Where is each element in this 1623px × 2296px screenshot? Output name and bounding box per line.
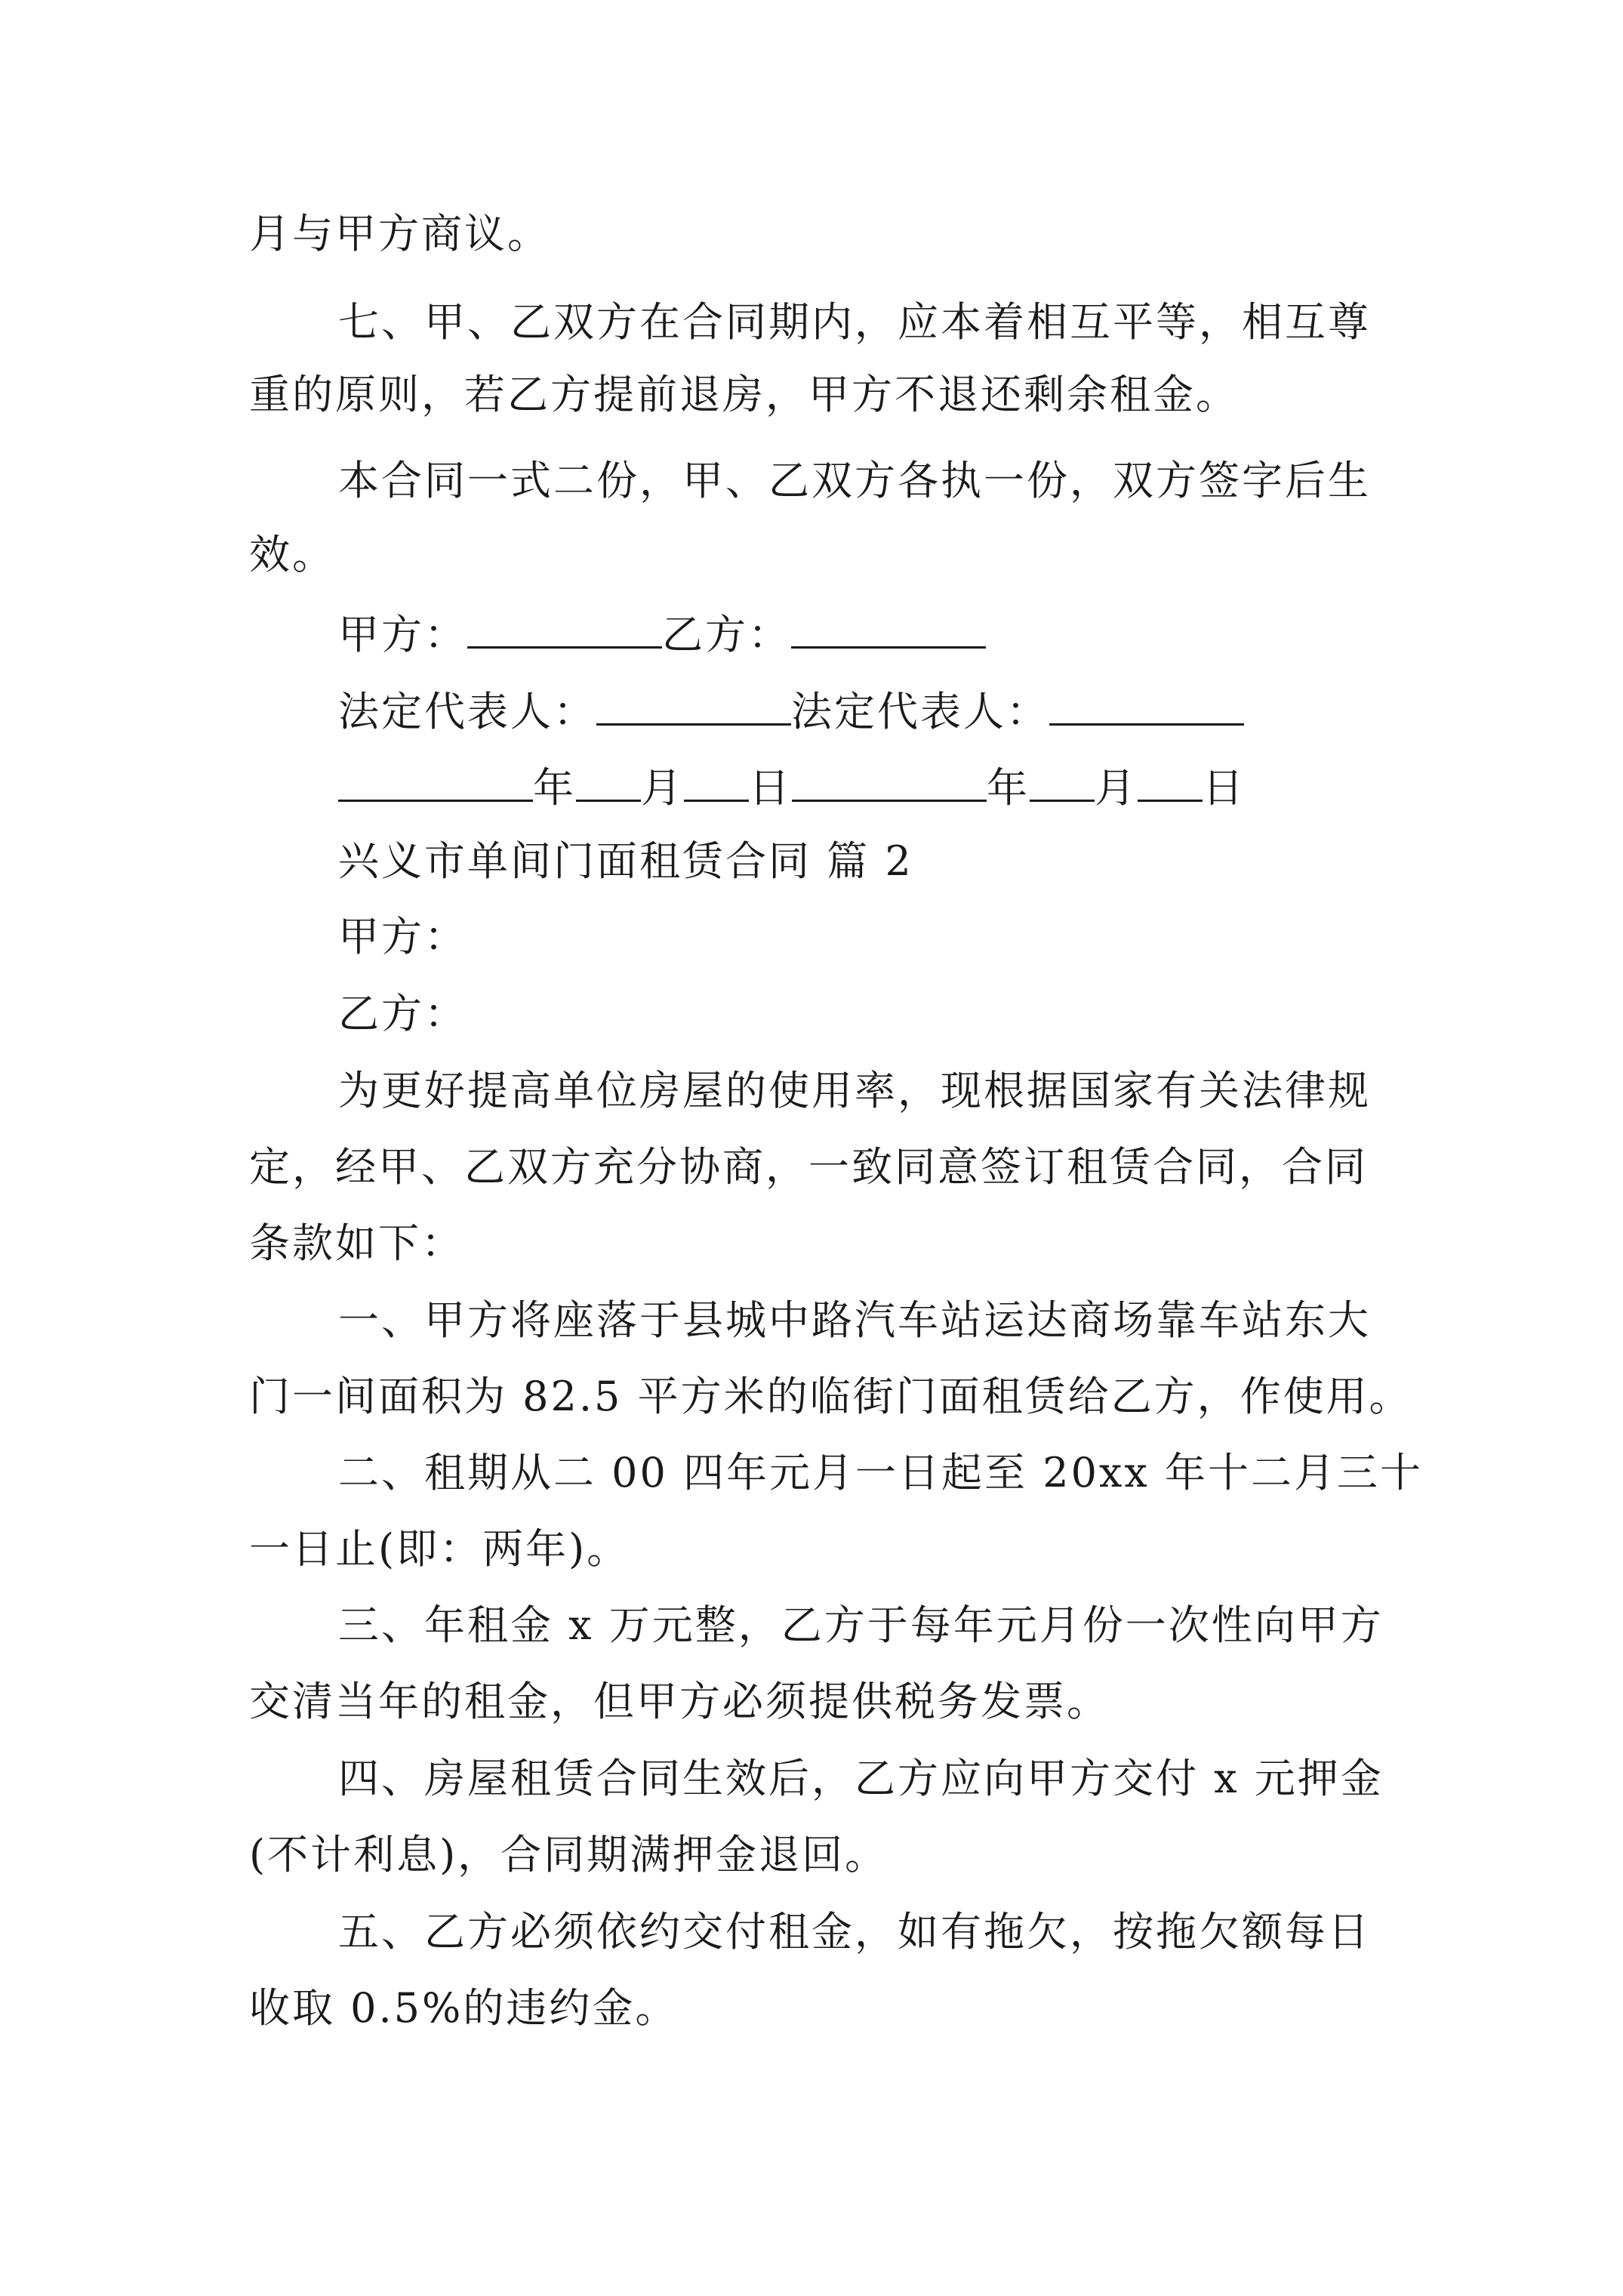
- year-blank: [338, 757, 533, 802]
- paragraph-line: 二、租期从二 00 四年元月一日起至 20xx 年十二月三十: [338, 1449, 1423, 1496]
- party-a-signature-blank: [467, 604, 662, 649]
- rep-a-label: 法定代表人：: [338, 688, 596, 735]
- rep-b-label: 法定代表人：: [791, 688, 1049, 735]
- paragraph-line: 七、甲、乙双方在合同期内，应本着相互平等，相互尊: [338, 298, 1371, 346]
- month-blank: [1030, 757, 1095, 802]
- paragraph-line: 为更好提高单位房屋的使用率，现根据国家有关法律规: [338, 1067, 1371, 1114]
- signature-party-line: [338, 604, 986, 661]
- day-blank: [1138, 757, 1203, 802]
- signature-rep-line: [338, 681, 1244, 738]
- paragraph-line: 交清当年的租金，但甲方必须提供税务发票。: [249, 1678, 1110, 1725]
- party-b-signature-blank: [791, 604, 986, 649]
- year-label: 年: [533, 764, 576, 812]
- paragraph-line: 门一间面积为 82.5 平方米的临街门面租赁给乙方，作使用。: [249, 1373, 1412, 1420]
- paragraph-line: 效。: [249, 531, 335, 578]
- rep-a-signature-blank: [596, 681, 791, 726]
- paragraph-line: 一日止(即：两年)。: [249, 1525, 630, 1573]
- paragraph-line: 月与甲方商议。: [249, 210, 550, 257]
- paragraph-line: 重的原则，若乙方提前退房，甲方不退还剩余租金。: [249, 371, 1239, 418]
- paragraph-line: 五、乙方必须依约交付租金，如有拖欠，按拖欠额每日: [338, 1908, 1371, 1955]
- paragraph-line: (不计利息)，合同期满押金退回。: [249, 1831, 888, 1878]
- year-label: 年: [987, 764, 1030, 812]
- month-label: 月: [641, 764, 684, 812]
- paragraph-line: 定，经甲、乙双方充分协商，一致同意签订租赁合同，合同: [249, 1143, 1368, 1191]
- rep-b-signature-blank: [1049, 681, 1244, 726]
- month-label: 月: [1095, 764, 1138, 812]
- party-b-label: 乙方：: [662, 611, 791, 658]
- paragraph-line: 条款如下：: [249, 1219, 464, 1267]
- signature-date-line: [338, 757, 1246, 815]
- year-blank: [792, 757, 987, 802]
- paragraph-line: 三、年租金 x 万元整，乙方于每年元月份一次性向甲方: [338, 1601, 1384, 1649]
- party-b-line: 乙方：: [338, 990, 467, 1037]
- section-title: 兴义市单间门面租赁合同 篇 2: [338, 837, 913, 885]
- paragraph-line: 本合同一式二份，甲、乙双方各执一份，双方签字后生: [338, 457, 1371, 504]
- day-label: 日: [1203, 764, 1246, 812]
- paragraph-line: 一、甲方将座落于县城中路汽车站运达商场靠车站东大: [338, 1296, 1371, 1344]
- party-a-label: 甲方：: [338, 611, 467, 658]
- party-a-line: 甲方：: [338, 913, 467, 960]
- day-blank: [684, 757, 749, 802]
- paragraph-line: 四、房屋租赁合同生效后，乙方应向甲方交付 x 元押金: [338, 1755, 1384, 1802]
- day-label: 日: [749, 764, 792, 812]
- paragraph-line: 收取 0.5%的违约金。: [249, 1984, 679, 2032]
- month-blank: [576, 757, 641, 802]
